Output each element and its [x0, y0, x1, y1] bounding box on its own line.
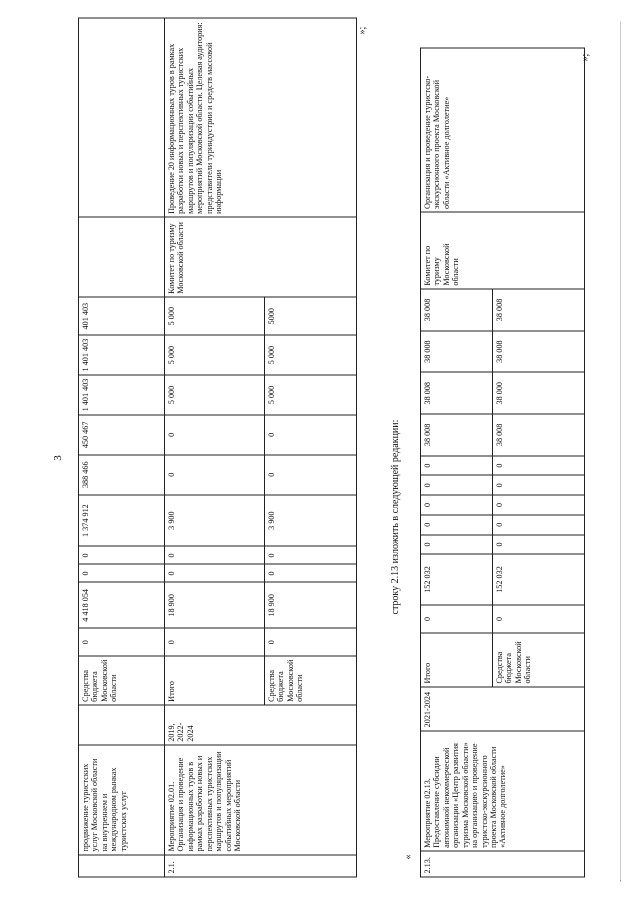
table-cell: Средства бюджета Московской области	[79, 656, 165, 705]
table-cell: 0	[493, 605, 585, 633]
table-cell: 0	[79, 547, 165, 565]
table-cell: 18 900	[265, 582, 357, 628]
table-cell: 0	[165, 415, 265, 455]
table-cell: 450 467	[79, 415, 165, 455]
table-cell: 0	[421, 535, 493, 555]
table-row	[79, 18, 165, 877]
table-cell: 0	[265, 564, 357, 582]
table-cell: 38 008	[493, 289, 585, 331]
table-cell: 0	[265, 547, 357, 565]
table-cell: Средства бюджета Московской области	[493, 633, 585, 687]
table-cell: 2.1.	[165, 855, 357, 877]
bottom-table	[420, 48, 585, 878]
table-cell: 0	[165, 628, 265, 656]
table-cell: 5 000	[165, 297, 265, 335]
table-cell: 0	[265, 628, 357, 656]
table-cell: Проведение 20 информационных туров в рамках разработки новых и перспективных туристских маршрутов и популяризации событийных мероприятий Московской области. Целевая аудитория: представители туриндустрии и средств массовой информации	[165, 18, 357, 217]
table-cell: 0	[79, 564, 165, 582]
table-cell: 38 000	[493, 372, 585, 414]
table-cell: 0	[493, 515, 585, 535]
table-cell: Итого	[421, 633, 493, 687]
table-cell: 0	[493, 456, 585, 476]
table-cell: 401 403	[79, 297, 165, 335]
table-cell: 1 401 403	[79, 375, 165, 415]
table-cell: 1 374 912	[79, 495, 165, 547]
table-cell: 0	[493, 535, 585, 555]
table-cell: 0	[265, 415, 357, 455]
table-cell: 2.13.	[421, 851, 585, 877]
table-cell: 5 000	[165, 335, 265, 375]
table-cell: 2021-2024	[421, 687, 585, 731]
table-row	[421, 48, 493, 877]
table-cell: Мероприятие 02.13. Предоставление субсидии автономной некоммерческой организации «Центр развития туризма Московской области» на организацию и проведение туристско-экскурсионного проекта Московской области «Активное долголетие»	[421, 731, 585, 852]
table-cell: 3 900	[165, 495, 265, 547]
table-cell: 18 900	[165, 582, 265, 628]
table-cell: 3 900	[265, 495, 357, 547]
table-cell: 2019, 2022-2024	[165, 705, 357, 745]
table-cell	[79, 855, 165, 877]
closing-quote-mark: »;	[357, 26, 368, 35]
table-cell: продвижение туристских услуг Московской области на внутреннем и международном рынках туристских услуг	[79, 745, 165, 855]
page-divider	[620, 22, 621, 882]
table-cell: 0	[165, 455, 265, 495]
table-cell: 0	[421, 605, 493, 633]
table-row	[165, 18, 265, 877]
table-cell: 38 008	[421, 372, 493, 414]
opening-quote-mark: «	[403, 854, 414, 860]
table-cell: 38 008	[493, 414, 585, 456]
table-cell: 152 032	[421, 554, 493, 604]
table-cell: 4 418 054	[79, 582, 165, 628]
table-cell: 0	[421, 456, 493, 476]
table-cell: 5 000	[165, 375, 265, 415]
table-cell: 388 466	[79, 455, 165, 495]
closing-quote-mark: »;	[580, 53, 591, 62]
table-cell: Комитет по туризму Московской области	[165, 217, 357, 297]
table-cell: 38 008	[421, 289, 493, 331]
table-cell: 5 000	[265, 375, 357, 415]
table-cell: 0	[493, 475, 585, 495]
table-cell	[79, 18, 165, 217]
table-cell: Мероприятие 02.01. Организация и проведение информационных туров в рамках разработки новых и перспективных туристских маршрутов и популяризации событийных мероприятий Московской области	[165, 745, 357, 855]
table-cell: 0	[165, 564, 265, 582]
table-cell: 0	[421, 515, 493, 535]
table-cell: Итого	[165, 656, 265, 705]
amendment-caption: строку 2.13 изложить в следующей редакции:	[390, 419, 401, 615]
table-cell	[79, 705, 165, 745]
table-cell: 38 008	[493, 331, 585, 373]
table-cell: 0	[421, 495, 493, 515]
table-cell: 5000	[265, 297, 357, 335]
table-cell: 0	[493, 495, 585, 515]
table-cell: 0	[265, 455, 357, 495]
table-cell	[79, 217, 165, 297]
table-cell: 152 032	[493, 554, 585, 604]
table-cell: 0	[421, 475, 493, 495]
table-cell: 38 008	[421, 331, 493, 373]
table-cell: Организация и проведение туристско-экскурсионного проекта Московской области «Активное долголетие»	[421, 48, 585, 212]
page-number: 3	[51, 455, 64, 461]
rotated-document	[20, 15, 620, 890]
table-cell: Средства бюджета Московской области	[265, 656, 357, 705]
table-cell: 1 401 403	[79, 335, 165, 375]
table-cell: 0	[79, 628, 165, 656]
table-cell: Комитет по туризму Московской области	[421, 212, 585, 289]
table-cell: 38 008	[421, 414, 493, 456]
table-cell: 5 000	[265, 335, 357, 375]
table-cell: 0	[165, 547, 265, 565]
top-table	[78, 18, 357, 878]
